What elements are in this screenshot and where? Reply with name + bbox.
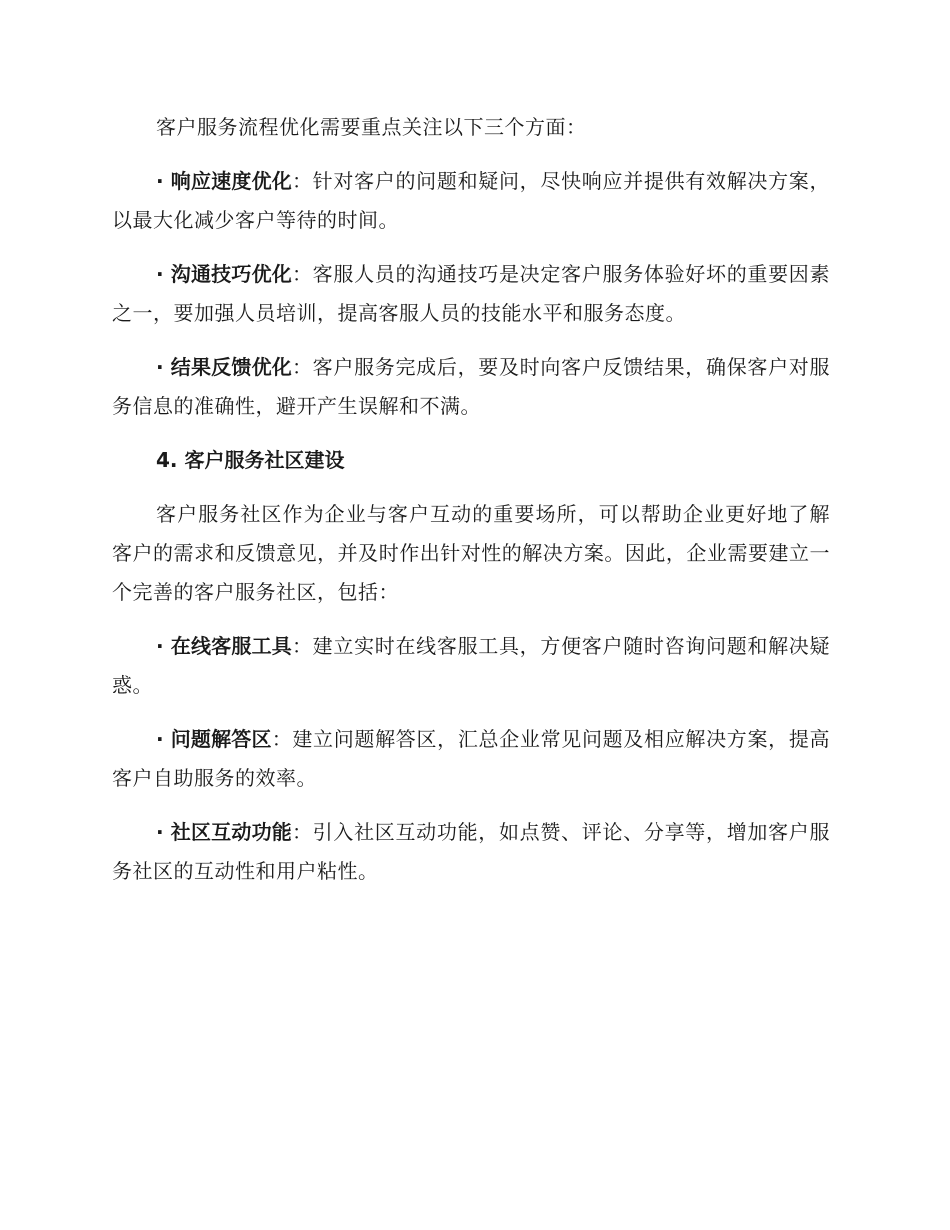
- bullet-head: · 问题解答区: [156, 727, 272, 751]
- bullet-sep: ：: [291, 169, 313, 193]
- bullet-sep: ：: [271, 727, 293, 751]
- bullet-sep: ：: [291, 262, 313, 286]
- section4-intro: 客户服务社区作为企业与客户互动的重要场所，可以帮助企业更好地了解客户的需求和反馈意见，并及时作出针对性的解决方案。因此，企业需要建立一个完善的客户服务社区，包括：: [112, 502, 830, 604]
- bullet-text: 建立实时在线客服工具，方便客户随时咨询问题和解决疑惑。: [112, 634, 830, 697]
- bullet-head: · 在线客服工具: [156, 634, 292, 658]
- section3-intro: 客户服务流程优化需要重点关注以下三个方面：: [156, 115, 587, 139]
- bullet-sep: ：: [291, 355, 313, 379]
- bullet-sep: ：: [291, 820, 313, 844]
- bullet-feedback: [112, 348, 830, 426]
- bullet-qa-area: [112, 720, 830, 798]
- bullet-head: · 沟通技巧优化: [156, 262, 292, 286]
- bullet-head: · 结果反馈优化: [156, 355, 292, 379]
- bullet-head: · 社区互动功能: [156, 820, 292, 844]
- bullet-text: 针对客户的问题和疑问，尽快响应并提供有效解决方案，以最大化减少客户等待的时间。: [112, 169, 830, 232]
- bullet-text: 引入社区互动功能，如点赞、评论、分享等，增加客户服务社区的互动性和用户粘性。: [112, 820, 830, 883]
- section4-heading: 4. 客户服务社区建设: [156, 448, 345, 472]
- bullet-text: 客户服务完成后，要及时向客户反馈结果，确保客户对服务信息的准确性，避开产生误解和不满。: [112, 355, 830, 418]
- bullet-community-interaction: [112, 813, 830, 891]
- bullet-text: 客服人员的沟通技巧是决定客户服务体验好坏的重要因素之一，要加强人员培训，提高客服人员的技能水平和服务态度。: [112, 262, 830, 325]
- bullet-communication: [112, 255, 830, 333]
- bullet-text: 建立问题解答区，汇总企业常见问题及相应解决方案，提高客户自助服务的效率。: [112, 727, 831, 790]
- bullet-response-speed: [112, 162, 830, 240]
- document-page: [112, 108, 830, 906]
- bullet-online-service: [112, 627, 830, 705]
- bullet-sep: ：: [291, 634, 313, 658]
- bullet-head: · 响应速度优化: [156, 169, 292, 193]
